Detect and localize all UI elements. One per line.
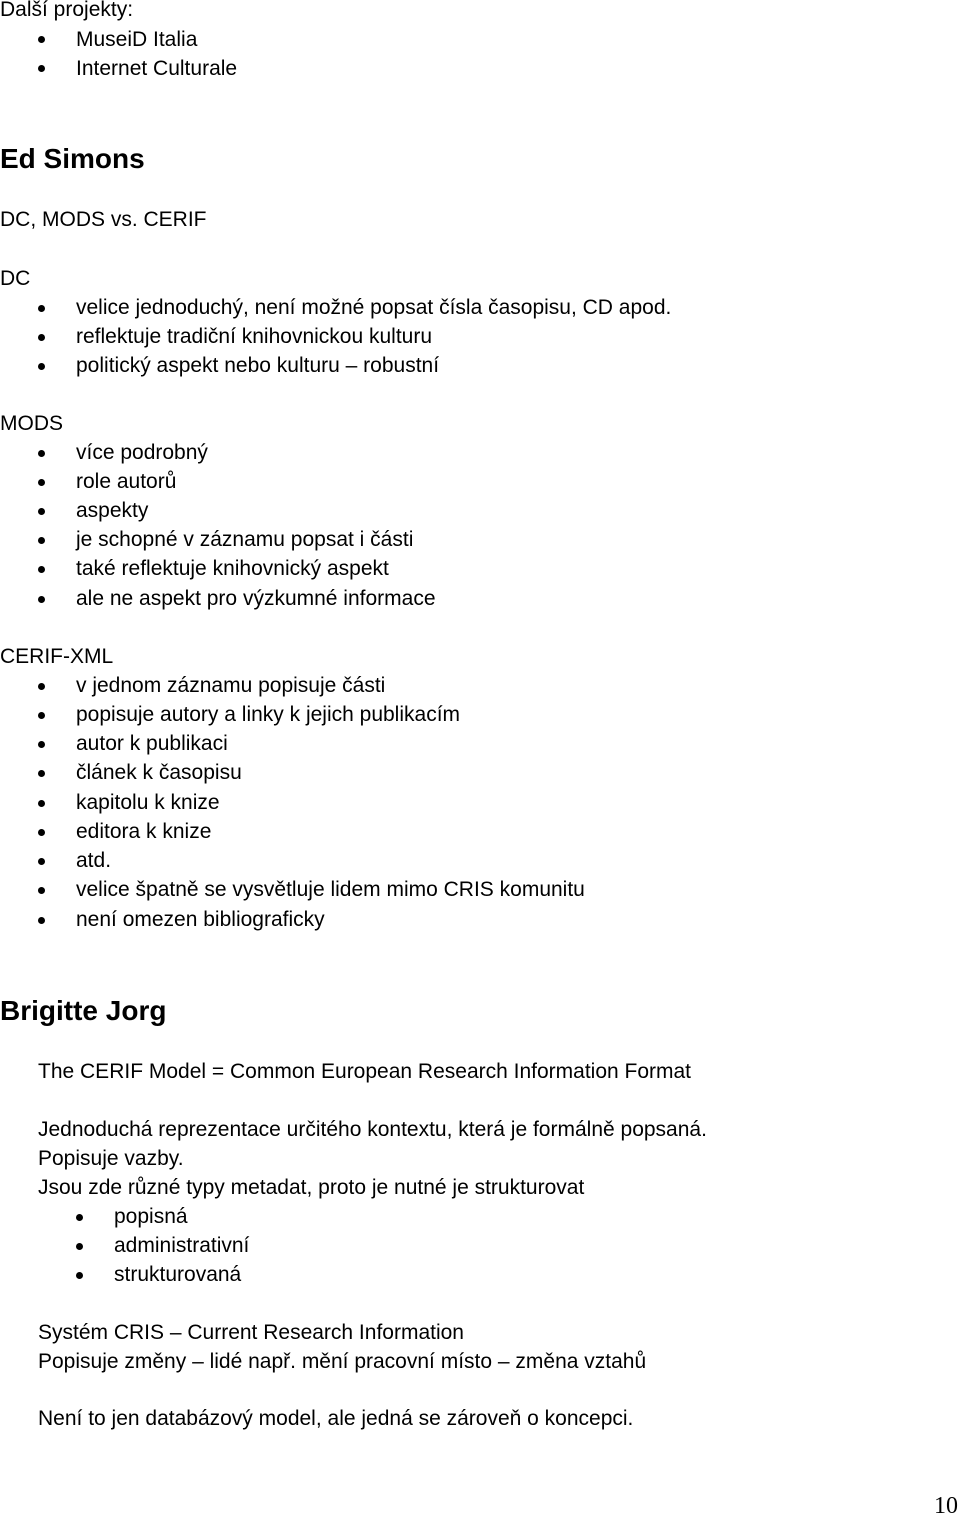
- metadata-type-item: popisná: [114, 1205, 188, 1228]
- cerif-item: popisuje autory a linky k jejich publikacím: [76, 703, 461, 726]
- bullet-icon: [38, 741, 45, 748]
- description-line: Jsou zde různé typy metadat, proto je nutné je strukturovat: [38, 1176, 585, 1199]
- bullet-icon: [38, 479, 45, 486]
- bullet-icon: [38, 829, 45, 836]
- cerif-item: autor k publikaci: [76, 732, 228, 755]
- cerif-item: kapitolu k knize: [76, 791, 220, 814]
- bullet-icon: [76, 1243, 83, 1250]
- mods-item: je schopné v záznamu popsat i části: [76, 528, 414, 551]
- cerif-item: editora k knize: [76, 820, 212, 843]
- mods-item: ale ne aspekt pro výzkumné informace: [76, 587, 436, 610]
- cerif-item: není omezen bibliograficky: [76, 908, 325, 931]
- cerif-item: atd.: [76, 849, 112, 872]
- bullet-icon: [38, 887, 45, 894]
- cris-line: Popisuje změny – lidé např. mění pracovní místo – změna vztahů: [38, 1350, 647, 1373]
- bullet-icon: [38, 305, 45, 312]
- page-number: 10: [934, 1493, 958, 1519]
- bullet-icon: [38, 508, 45, 515]
- bullet-icon: [38, 683, 45, 690]
- cerif-definition: The CERIF Model = Common European Research Information Format: [38, 1060, 692, 1083]
- bullet-icon: [76, 1214, 83, 1221]
- closing-line: Není to jen databázový model, ale jedná se zároveň o koncepci.: [38, 1407, 634, 1430]
- speaker-heading: Ed Simons: [0, 143, 145, 174]
- mods-item: role autorů: [76, 470, 177, 493]
- section-label-dc: DC: [0, 267, 31, 290]
- mods-item: také reflektuje knihovnický aspekt: [76, 557, 389, 580]
- bullet-icon: [38, 36, 45, 43]
- description-line: Jednoduchá reprezentace určitého kontextu, která je formálně popsaná.: [38, 1118, 707, 1141]
- bullet-icon: [38, 917, 45, 924]
- bullet-icon: [38, 800, 45, 807]
- project-item: MuseiD Italia: [76, 28, 198, 51]
- bullet-icon: [38, 537, 45, 544]
- metadata-type-item: strukturovaná: [114, 1263, 242, 1286]
- bullet-icon: [38, 712, 45, 719]
- cerif-item: velice špatně se vysvětluje lidem mimo CRIS komunitu: [76, 878, 585, 901]
- talk-subtitle: DC, MODS vs. CERIF: [0, 208, 207, 231]
- bullet-icon: [38, 450, 45, 457]
- mods-item: více podrobný: [76, 441, 208, 464]
- bullet-icon: [38, 858, 45, 865]
- project-item: Internet Culturale: [76, 57, 238, 80]
- dc-item: politický aspekt nebo kulturu – robustní: [76, 354, 440, 377]
- bullet-icon: [38, 566, 45, 573]
- description-line: Popisuje vazby.: [38, 1147, 184, 1170]
- speaker-heading: Brigitte Jorg: [0, 995, 167, 1026]
- metadata-type-item: administrativní: [114, 1234, 250, 1257]
- dc-item: reflektuje tradiční knihovnickou kulturu: [76, 325, 433, 348]
- bullet-icon: [38, 770, 45, 777]
- bullet-icon: [76, 1272, 83, 1279]
- further-projects-heading: Další projekty:: [0, 0, 134, 21]
- dc-item: velice jednoduchý, není možné popsat čísla časopisu, CD apod.: [76, 296, 672, 319]
- bullet-icon: [38, 363, 45, 370]
- section-label-mods: MODS: [0, 412, 63, 435]
- section-label-cerif-xml: CERIF-XML: [0, 645, 114, 668]
- bullet-icon: [38, 65, 45, 72]
- cerif-item: článek k časopisu: [76, 761, 242, 784]
- cris-line: Systém CRIS – Current Research Information: [38, 1321, 464, 1344]
- bullet-icon: [38, 334, 45, 341]
- cerif-item: v jednom záznamu popisuje části: [76, 674, 386, 697]
- bullet-icon: [38, 596, 45, 603]
- mods-item: aspekty: [76, 499, 149, 522]
